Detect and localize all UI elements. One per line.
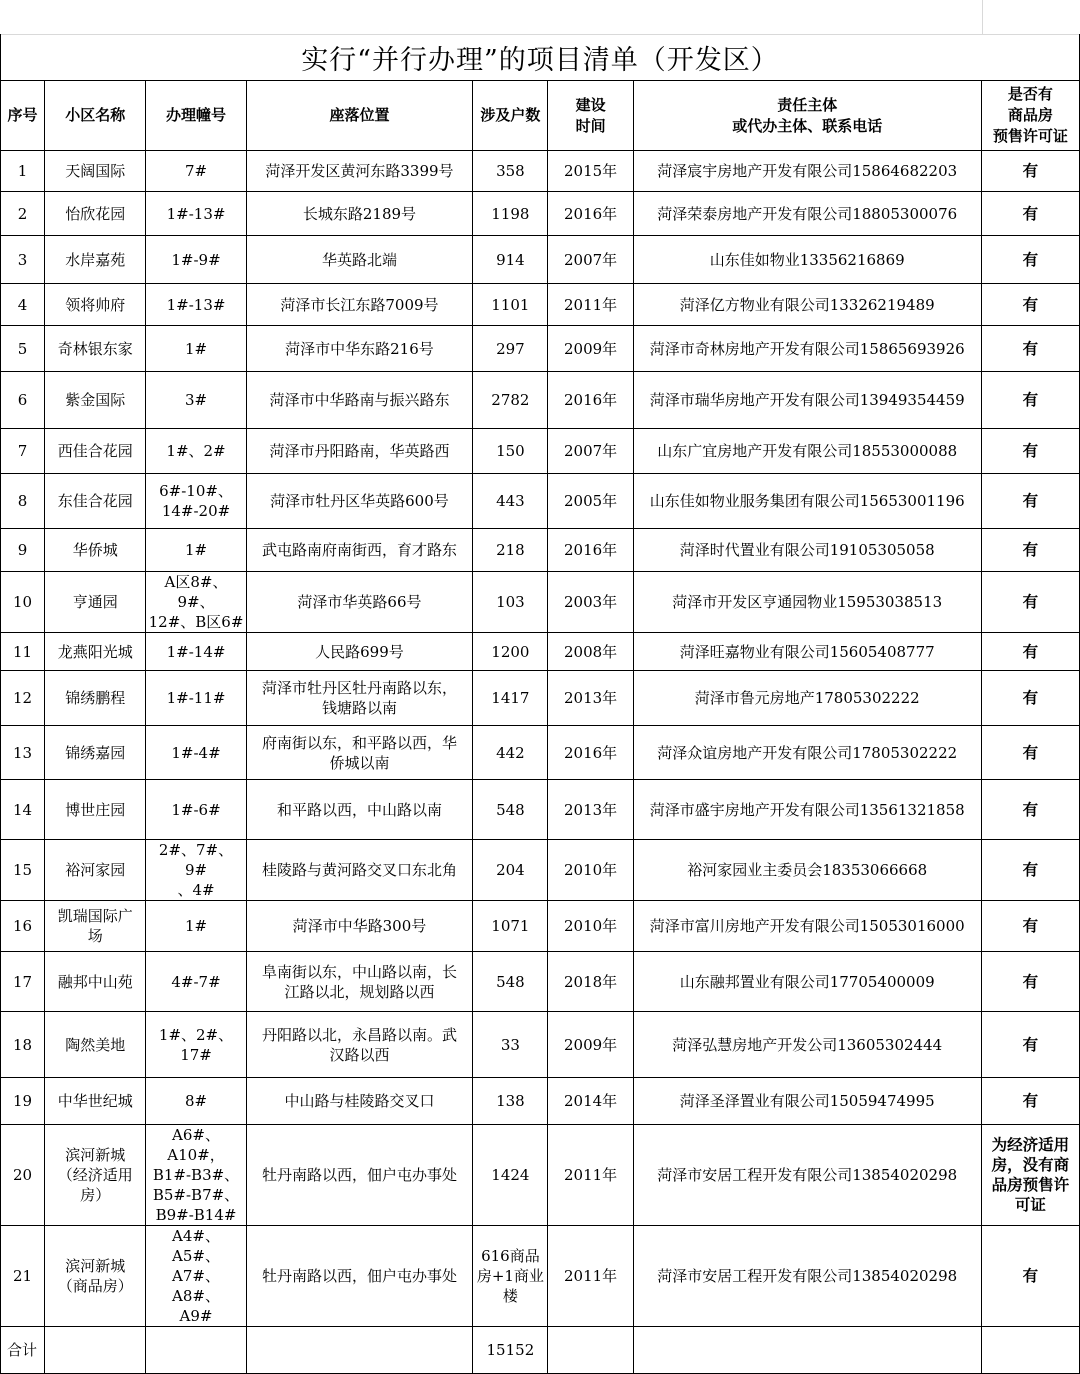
cell-build-year: 2011年: [548, 284, 633, 326]
cell-building-numbers: 1#、2#、17#: [146, 1012, 246, 1078]
page-title: 实行“并行办理”的项目清单（开发区）: [0, 34, 1080, 80]
cell-community-name: 融邦中山苑: [45, 952, 146, 1012]
cell-index: 9: [1, 529, 45, 572]
cell-households: 1424: [473, 1125, 548, 1226]
cell-index: 17: [1, 952, 45, 1012]
cell-presale-permit: 有: [981, 780, 1079, 840]
cell-community-name: 裕河家园: [45, 840, 146, 901]
cell-location: 武屯路南府南街西，育才路东: [246, 529, 473, 572]
cell-households: 358: [473, 151, 548, 192]
cell-community-name: 东佳合花园: [45, 474, 146, 529]
cell-community-name: 锦绣鹏程: [45, 671, 146, 726]
table-row: [1, 192, 1080, 236]
cell-households: 204: [473, 840, 548, 901]
cell-responsible-party: 菏泽市开发区亨通园物业15953038513: [633, 572, 981, 633]
cell-building-numbers: 1#-9#: [146, 236, 246, 284]
cell-build-year: 2016年: [548, 529, 633, 572]
cell-households: 443: [473, 474, 548, 529]
cell-building-numbers: 1#-4#: [146, 726, 246, 780]
cell-build-year: 2016年: [548, 726, 633, 780]
total-label: 合计: [1, 1327, 45, 1374]
table-row: [1, 780, 1080, 840]
cell-building-numbers: A6#、A10#， B1#-B3#、 B5#-B7#、 B9#-B14#: [146, 1125, 246, 1226]
cell-households: 103: [473, 572, 548, 633]
cell-build-year: 2016年: [548, 192, 633, 236]
cell-building-numbers: A4#、A5#、 A7#、A8#、 A9#: [146, 1226, 246, 1327]
header-index: 序号: [1, 81, 45, 151]
cell-divider: [982, 0, 983, 34]
cell-build-year: 2009年: [548, 326, 633, 372]
total-empty-cell: [548, 1327, 633, 1374]
cell-community-name: 陶然美地: [45, 1012, 146, 1078]
cell-build-year: 2010年: [548, 840, 633, 901]
cell-location: 菏泽市长江东路7009号: [246, 284, 473, 326]
cell-location: 桂陵路与黄河路交叉口东北角: [246, 840, 473, 901]
cell-index: 11: [1, 633, 45, 671]
table-row: [1, 671, 1080, 726]
cell-responsible-party: 菏泽众谊房地产开发有限公司17805302222: [633, 726, 981, 780]
cell-households: 33: [473, 1012, 548, 1078]
cell-community-name: 紫金国际: [45, 372, 146, 429]
cell-index: 19: [1, 1078, 45, 1125]
cell-building-numbers: 1#-14#: [146, 633, 246, 671]
cell-households: 1200: [473, 633, 548, 671]
cell-location: 中山路与桂陵路交叉口: [246, 1078, 473, 1125]
table-row: [1, 429, 1080, 474]
cell-presale-permit: 有: [981, 726, 1079, 780]
cell-households: 2782: [473, 372, 548, 429]
cell-building-numbers: 1#-13#: [146, 284, 246, 326]
cell-responsible-party: 菏泽圣泽置业有限公司15059474995: [633, 1078, 981, 1125]
cell-responsible-party: 山东融邦置业有限公司17705400009: [633, 952, 981, 1012]
cell-households: 1101: [473, 284, 548, 326]
cell-responsible-party: 菏泽荣泰房地产开发有限公司18805300076: [633, 192, 981, 236]
cell-households: 138: [473, 1078, 548, 1125]
table-row: [1, 633, 1080, 671]
cell-responsible-party: 菏泽旺嘉物业有限公司15605408777: [633, 633, 981, 671]
total-empty-cell: [981, 1327, 1079, 1374]
table-row: [1, 1125, 1080, 1226]
cell-presale-permit: 有: [981, 192, 1079, 236]
table-row: [1, 840, 1080, 901]
cell-presale-permit: 有: [981, 840, 1079, 901]
cell-community-name: 滨河新城 （商品房）: [45, 1226, 146, 1327]
cell-build-year: 2007年: [548, 429, 633, 474]
cell-building-numbers: 1#-13#: [146, 192, 246, 236]
cell-building-numbers: 6#-10#、 14#-20#: [146, 474, 246, 529]
cell-community-name: 华侨城: [45, 529, 146, 572]
cell-location: 菏泽市牡丹区牡丹南路以东， 钱塘路以南: [246, 671, 473, 726]
total-empty-cell: [45, 1327, 146, 1374]
cell-building-numbers: 7#: [146, 151, 246, 192]
cell-households: 297: [473, 326, 548, 372]
cell-building-numbers: 1#: [146, 901, 246, 952]
total-empty-cell: [146, 1327, 246, 1374]
cell-build-year: 2010年: [548, 901, 633, 952]
cell-community-name: 怡欣花园: [45, 192, 146, 236]
cell-responsible-party: 菏泽市鲁元房地产17805302222: [633, 671, 981, 726]
cell-index: 1: [1, 151, 45, 192]
total-empty-cell: [246, 1327, 473, 1374]
cell-index: 21: [1, 1226, 45, 1327]
table-row: [1, 572, 1080, 633]
cell-location: 菏泽市牡丹区华英路600号: [246, 474, 473, 529]
cell-responsible-party: 菏泽市奇林房地产开发有限公司15865693926: [633, 326, 981, 372]
cell-households: 442: [473, 726, 548, 780]
cell-building-numbers: 3#: [146, 372, 246, 429]
table-row: [1, 901, 1080, 952]
cell-build-year: 2005年: [548, 474, 633, 529]
header-presale-permit: 是否有 商品房 预售许可证: [981, 81, 1079, 151]
cell-index: 20: [1, 1125, 45, 1226]
header-location: 座落位置: [246, 81, 473, 151]
cell-build-year: 2013年: [548, 671, 633, 726]
cell-community-name: 滨河新城 （经济适用 房）: [45, 1125, 146, 1226]
cell-build-year: 2011年: [548, 1226, 633, 1327]
cell-location: 长城东路2189号: [246, 192, 473, 236]
cell-presale-permit: 有: [981, 372, 1079, 429]
cell-location: 菏泽市中华路300号: [246, 901, 473, 952]
cell-responsible-party: 裕河家园业主委员会18353066668: [633, 840, 981, 901]
cell-index: 8: [1, 474, 45, 529]
cell-households: 1198: [473, 192, 548, 236]
cell-presale-permit: 有: [981, 429, 1079, 474]
cell-location: 牡丹南路以西，佃户屯办事处: [246, 1125, 473, 1226]
cell-building-numbers: 2#、7#、9# 、4#: [146, 840, 246, 901]
cell-index: 16: [1, 901, 45, 952]
table-row: [1, 372, 1080, 429]
cell-responsible-party: 菏泽市瑞华房地产开发有限公司13949354459: [633, 372, 981, 429]
table-row: [1, 726, 1080, 780]
cell-building-numbers: 1#: [146, 326, 246, 372]
cell-building-numbers: 1#、2#: [146, 429, 246, 474]
table-row: [1, 1012, 1080, 1078]
cell-presale-permit: 有: [981, 952, 1079, 1012]
cell-responsible-party: 菏泽亿方物业有限公司13326219489: [633, 284, 981, 326]
table-row: [1, 284, 1080, 326]
header-community-name: 小区名称: [45, 81, 146, 151]
cell-responsible-party: 菏泽市安居工程开发有限公司13854020298: [633, 1226, 981, 1327]
table-row: [1, 236, 1080, 284]
cell-index: 18: [1, 1012, 45, 1078]
header-responsible-party: 责任主体 或代办主体、联系电话: [633, 81, 981, 151]
cell-households: 548: [473, 952, 548, 1012]
cell-build-year: 2018年: [548, 952, 633, 1012]
cell-community-name: 领将帅府: [45, 284, 146, 326]
cell-build-year: 2009年: [548, 1012, 633, 1078]
cell-households: 548: [473, 780, 548, 840]
cell-index: 2: [1, 192, 45, 236]
cell-location: 菏泽开发区黄河东路3399号: [246, 151, 473, 192]
cell-responsible-party: 山东佳如物业13356216869: [633, 236, 981, 284]
cell-presale-permit: 有: [981, 572, 1079, 633]
cell-location: 丹阳路以北，永昌路以南。武 汉路以西: [246, 1012, 473, 1078]
cell-location: 菏泽市华英路66号: [246, 572, 473, 633]
cell-responsible-party: 菏泽弘慧房地产开发公司13605302444: [633, 1012, 981, 1078]
project-table: [0, 80, 1080, 1374]
cell-index: 4: [1, 284, 45, 326]
cell-households: 218: [473, 529, 548, 572]
cell-index: 15: [1, 840, 45, 901]
cell-households: 914: [473, 236, 548, 284]
cell-index: 13: [1, 726, 45, 780]
cell-build-year: 2015年: [548, 151, 633, 192]
table-row: [1, 474, 1080, 529]
cell-location: 和平路以西，中山路以南: [246, 780, 473, 840]
cell-responsible-party: 菏泽市盛宇房地产开发有限公司13561321858: [633, 780, 981, 840]
cell-building-numbers: 1#: [146, 529, 246, 572]
cell-responsible-party: 菏泽宸宇房地产开发有限公司15864682203: [633, 151, 981, 192]
table-row: [1, 952, 1080, 1012]
cell-presale-permit: 有: [981, 1012, 1079, 1078]
cell-community-name: 中华世纪城: [45, 1078, 146, 1125]
table-row: [1, 326, 1080, 372]
cell-building-numbers: 1#-11#: [146, 671, 246, 726]
cell-presale-permit: 有: [981, 151, 1079, 192]
total-empty-cell: [633, 1327, 981, 1374]
cell-community-name: 博世庄园: [45, 780, 146, 840]
cell-index: 12: [1, 671, 45, 726]
cell-build-year: 2003年: [548, 572, 633, 633]
cell-location: 阜南街以东，中山路以南，长 江路以北，规划路以西: [246, 952, 473, 1012]
table-row: [1, 529, 1080, 572]
cell-index: 10: [1, 572, 45, 633]
cell-households: 616商品 房+1商业 楼: [473, 1226, 548, 1327]
cell-building-numbers: A区8#、9#、 12#、B区6#: [146, 572, 246, 633]
cell-community-name: 亨通园: [45, 572, 146, 633]
cell-households: 1071: [473, 901, 548, 952]
cell-community-name: 天阔国际: [45, 151, 146, 192]
cell-build-year: 2016年: [548, 372, 633, 429]
cell-community-name: 西佳合花园: [45, 429, 146, 474]
header-row: [1, 81, 1080, 151]
cell-community-name: 奇林银东家: [45, 326, 146, 372]
cell-index: 14: [1, 780, 45, 840]
cell-households: 150: [473, 429, 548, 474]
cell-presale-permit: 有: [981, 671, 1079, 726]
cell-index: 3: [1, 236, 45, 284]
cell-location: 菏泽市中华路南与振兴路东: [246, 372, 473, 429]
cell-presale-permit: 有: [981, 633, 1079, 671]
header-build-year: 建设 时间: [548, 81, 633, 151]
cell-responsible-party: 菏泽市富川房地产开发有限公司15053016000: [633, 901, 981, 952]
cell-build-year: 2011年: [548, 1125, 633, 1226]
cell-index: 7: [1, 429, 45, 474]
header-building-numbers: 办理幢号: [146, 81, 246, 151]
table-row: [1, 151, 1080, 192]
cell-responsible-party: 山东佳如物业服务集团有限公司15653001196: [633, 474, 981, 529]
cell-building-numbers: 1#-6#: [146, 780, 246, 840]
table-row: [1, 1078, 1080, 1125]
cell-presale-permit: 有: [981, 1078, 1079, 1125]
cell-responsible-party: 山东广宜房地产开发有限公司18553000088: [633, 429, 981, 474]
cell-building-numbers: 4#-7#: [146, 952, 246, 1012]
cell-presale-permit: 为经济适用 房，没有商 品房预售许 可证: [981, 1125, 1079, 1226]
cell-community-name: 水岸嘉苑: [45, 236, 146, 284]
cell-responsible-party: 菏泽市安居工程开发有限公司13854020298: [633, 1125, 981, 1226]
cell-index: 5: [1, 326, 45, 372]
cell-location: 人民路699号: [246, 633, 473, 671]
cell-community-name: 龙燕阳光城: [45, 633, 146, 671]
cell-community-name: 锦绣嘉园: [45, 726, 146, 780]
table-body: [1, 151, 1080, 1327]
cell-location: 菏泽市丹阳路南，华英路西: [246, 429, 473, 474]
cell-presale-permit: 有: [981, 901, 1079, 952]
total-households: 15152: [473, 1327, 548, 1374]
cell-households: 1417: [473, 671, 548, 726]
cell-presale-permit: 有: [981, 326, 1079, 372]
total-row: [1, 1327, 1080, 1374]
table-row: [1, 1226, 1080, 1327]
cell-community-name: 凯瑞国际广 场: [45, 901, 146, 952]
cell-location: 牡丹南路以西，佃户屯办事处: [246, 1226, 473, 1327]
cell-build-year: 2014年: [548, 1078, 633, 1125]
cell-build-year: 2007年: [548, 236, 633, 284]
cell-build-year: 2008年: [548, 633, 633, 671]
cell-index: 6: [1, 372, 45, 429]
empty-top-row: [0, 0, 1080, 35]
cell-responsible-party: 菏泽时代置业有限公司19105305058: [633, 529, 981, 572]
cell-presale-permit: 有: [981, 236, 1079, 284]
cell-presale-permit: 有: [981, 1226, 1079, 1327]
cell-location: 菏泽市中华东路216号: [246, 326, 473, 372]
cell-presale-permit: 有: [981, 474, 1079, 529]
cell-presale-permit: 有: [981, 284, 1079, 326]
cell-build-year: 2013年: [548, 780, 633, 840]
header-households: 涉及户数: [473, 81, 548, 151]
cell-location: 府南街以东，和平路以西，华 侨城以南: [246, 726, 473, 780]
cell-location: 华英路北端: [246, 236, 473, 284]
cell-presale-permit: 有: [981, 529, 1079, 572]
cell-building-numbers: 8#: [146, 1078, 246, 1125]
